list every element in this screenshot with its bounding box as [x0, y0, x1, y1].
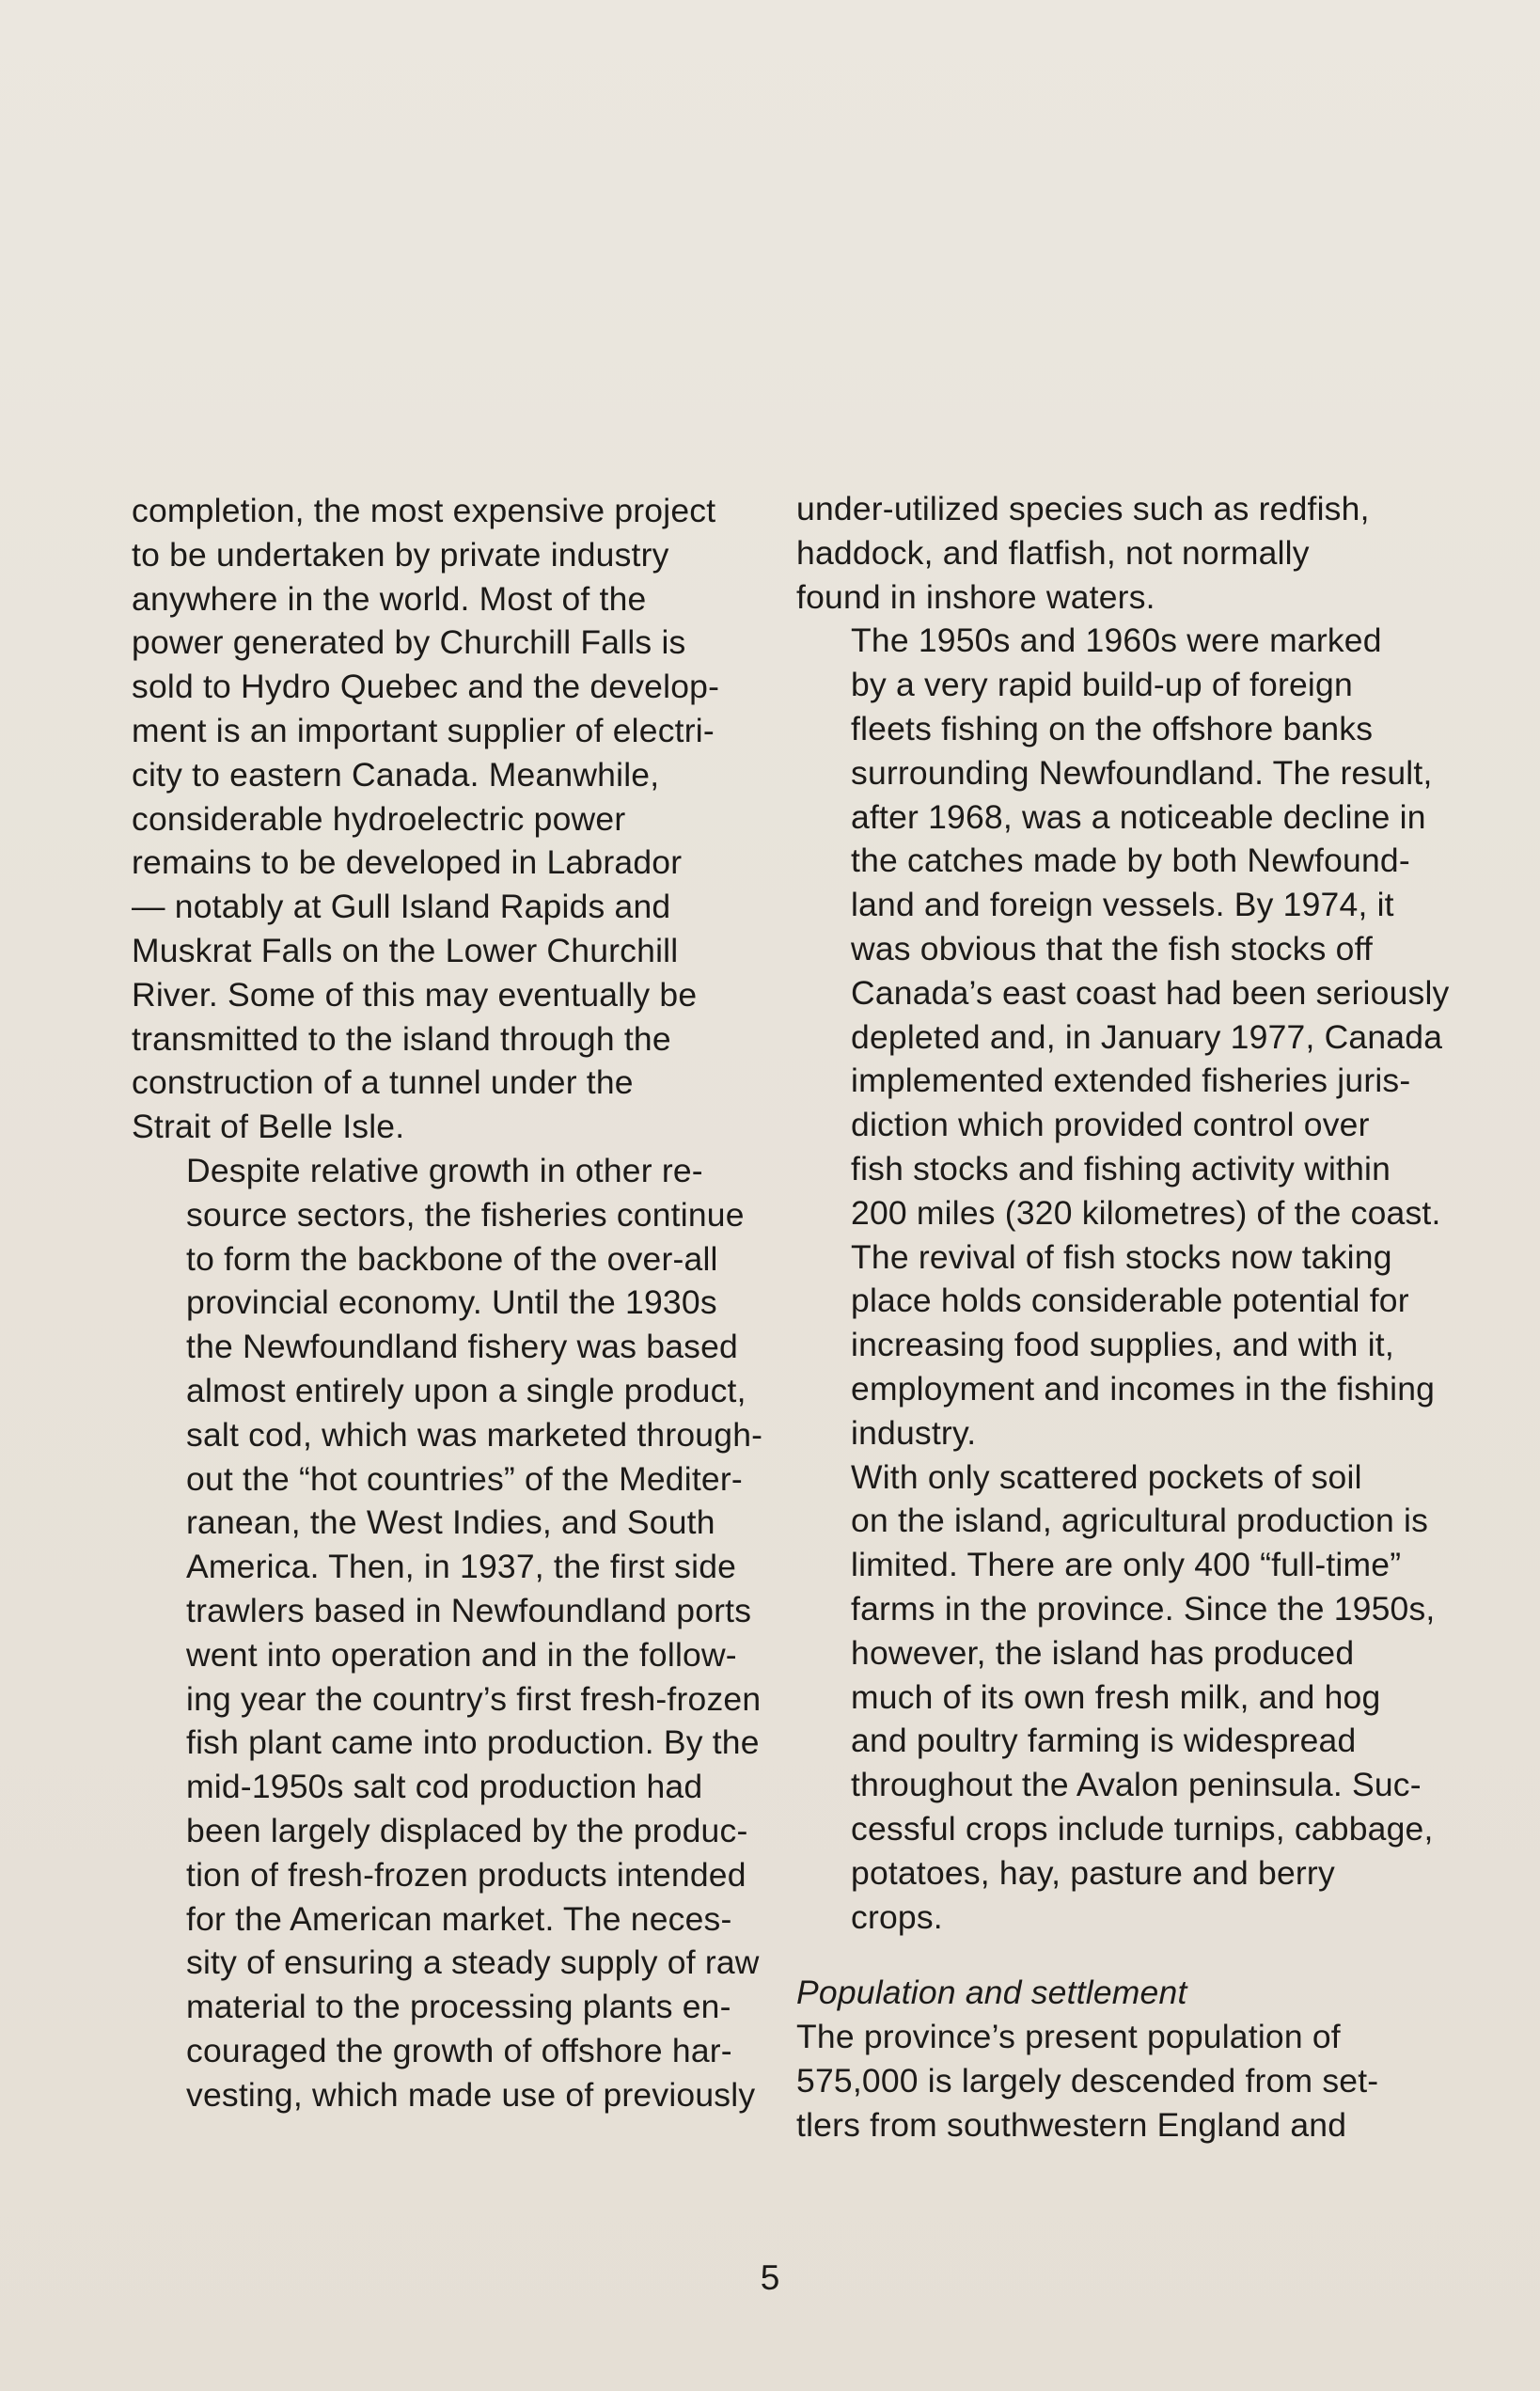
paragraph-fisheries-history: [132, 1149, 762, 2117]
text-line: found in inshore waters.: [796, 577, 1155, 616]
text-line: ment is an important supplier of electri-: [132, 711, 715, 749]
left-column: [132, 489, 762, 2116]
text-line: farms in the province. Since the 1950s,: [851, 1589, 1436, 1628]
text-line: and poultry farming is widespread: [851, 1722, 1357, 1760]
text-line: salt cod, which was marketed through-: [186, 1415, 763, 1454]
text-line: place holds considerable potential for: [851, 1282, 1409, 1320]
text-line: went into operation and in the follow-: [186, 1635, 737, 1674]
text-line: 200 miles (320 kilometres) of the coast.: [851, 1193, 1441, 1232]
text-line: anywhere in the world. Most of the: [132, 579, 647, 618]
page-number: 5: [760, 2258, 780, 2297]
text-line: on the island, agricultural production is: [851, 1502, 1429, 1540]
text-line: industry.: [851, 1413, 977, 1452]
text-line: With only scattered pockets of soil: [851, 1457, 1362, 1496]
text-line: been largely displaced by the produc-: [186, 1811, 748, 1849]
text-line: The revival of fish stocks now taking: [851, 1237, 1392, 1276]
text-line: sity of ensuring a steady supply of raw: [186, 1943, 760, 1982]
text-line: after 1968, was a noticeable decline in: [851, 797, 1426, 836]
text-line: The province’s present population of: [796, 2018, 1341, 2056]
text-line: ranean, the West Indies, and South: [186, 1503, 715, 1542]
text-line: limited. There are only 400 “full-time”: [851, 1546, 1402, 1584]
text-line: source sectors, the fisheries continue: [186, 1195, 745, 1234]
paragraph-foreign-fleets: [796, 619, 1450, 1455]
paragraph-agriculture: [796, 1455, 1436, 1940]
text-line: throughout the Avalon peninsula. Suc-: [851, 1766, 1422, 1804]
text-line: city to eastern Canada. Meanwhile,: [132, 755, 660, 794]
text-line: to be undertaken by private industry: [132, 535, 669, 574]
text-line: almost entirely upon a single product,: [186, 1371, 746, 1409]
text-line: implemented extended fisheries juris-: [851, 1062, 1411, 1100]
text-line: Strait of Belle Isle.: [132, 1108, 405, 1146]
text-line: was obvious that the fish stocks off: [851, 929, 1374, 967]
text-line: out the “hot countries” of the Mediter-: [186, 1459, 743, 1498]
text-line: the Newfoundland fishery was based: [186, 1328, 738, 1366]
text-line: sold to Hydro Quebec and the develop-: [132, 668, 720, 706]
paragraph-hydroelectric: [132, 489, 762, 1149]
text-line: by a very rapid build-up of foreign: [851, 666, 1353, 704]
text-line: depleted and, in January 1977, Canada: [851, 1017, 1443, 1056]
text-line: potatoes, hay, pasture and berry: [851, 1853, 1335, 1892]
text-line: remains to be developed in Labrador: [132, 843, 683, 882]
text-line: 575,000 is largely descended from set-: [796, 2061, 1379, 2100]
text-line: diction which provided control over: [851, 1106, 1370, 1144]
text-line: to form the backbone of the over-all: [186, 1239, 718, 1278]
text-line: fish plant came into production. By the: [186, 1723, 760, 1762]
text-line: America. Then, in 1937, the first side: [186, 1548, 737, 1586]
text-line: the catches made by both Newfound-: [851, 842, 1410, 880]
text-line: cessful crops include turnips, cabbage,: [851, 1809, 1434, 1848]
text-line: material to the processing plants en-: [186, 1988, 731, 2026]
text-line: land and foreign vessels. By 1974, it: [851, 886, 1394, 924]
text-line: for the American market. The neces-: [186, 1899, 732, 1938]
paragraph-population: [796, 2015, 1426, 2147]
text-line: haddock, and flatfish, not normally: [796, 533, 1310, 572]
text-line: power generated by Churchill Falls is: [132, 623, 686, 662]
text-line: couraged the growth of offshore har-: [186, 2031, 732, 2069]
text-line: Canada’s east coast had been seriously: [851, 973, 1450, 1012]
text-line: completion, the most expensive project: [132, 492, 716, 529]
text-line: however, the island has produced: [851, 1633, 1355, 1672]
text-line: employment and incomes in the fishing: [851, 1369, 1436, 1408]
text-line: transmitted to the island through the: [132, 1019, 671, 1058]
text-line: much of its own fresh milk, and hog: [851, 1677, 1381, 1716]
text-line: Muskrat Falls on the Lower Churchill: [132, 931, 679, 969]
text-line: surrounding Newfoundland. The result,: [851, 753, 1433, 792]
text-line: tlers from southwestern England and: [796, 2105, 1347, 2144]
text-line: vesting, which made use of previously: [186, 2075, 756, 2114]
text-line: crops.: [851, 1897, 943, 1936]
text-line: ing year the country’s first fresh-frozen: [186, 1679, 762, 1718]
text-line: trawlers based in Newfoundland ports: [186, 1591, 752, 1629]
text-line: River. Some of this may eventually be: [132, 975, 698, 1014]
text-line: fleets fishing on the offshore banks: [851, 709, 1374, 747]
text-line: under-utilized species such as redfish,: [796, 490, 1370, 527]
text-line: mid-1950s salt cod production had: [186, 1768, 703, 1806]
text-line: The 1950s and 1960s were marked: [851, 621, 1382, 660]
text-line: considerable hydroelectric power: [132, 799, 626, 838]
text-line: fish stocks and fishing activity within: [851, 1149, 1391, 1188]
text-line: Despite relative growth in other re-: [186, 1151, 703, 1189]
text-line: provincial economy. Until the 1930s: [186, 1283, 717, 1322]
right-column: [796, 487, 1450, 2147]
text-line: — notably at Gull Island Rapids and: [132, 888, 671, 926]
section-heading-population: Population and settlement: [796, 1974, 1187, 2012]
text-line: construction of a tunnel under the: [132, 1063, 634, 1102]
text-line: tion of fresh-frozen products intended: [186, 1855, 746, 1894]
text-line: increasing food supplies, and with it,: [851, 1326, 1394, 1364]
paragraph-underutilized-species: [796, 487, 1426, 619]
